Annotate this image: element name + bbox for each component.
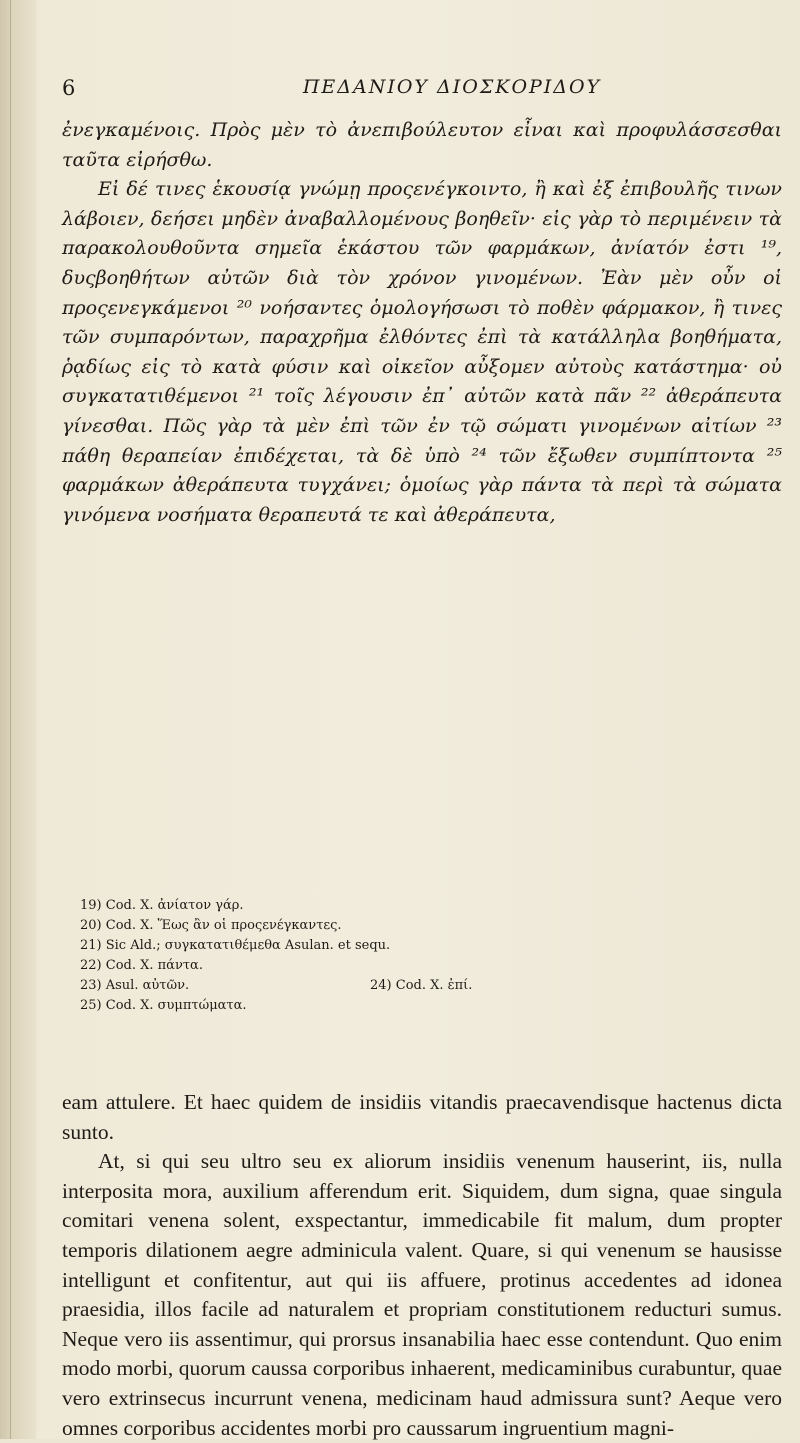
footnote-23: 23) Asul. αὐτῶν. bbox=[80, 978, 190, 993]
latin-text-block bbox=[62, 1088, 782, 1443]
page-number: 6 bbox=[62, 76, 76, 100]
footnote-19: 19) Cod. X. ἀνίατον γάρ. bbox=[80, 898, 244, 913]
greek-paragraph-1: ἐνεγκαμένοις. Πρὸς μὲν τὸ ἀνεπιβούλευτον εἶναι καὶ προφυλάσσεσθαι ταῦτα εἰρήσθω. bbox=[62, 119, 782, 171]
running-title: ΠΕΔΑΝΙΟΥ ΔΙΟΣΚΟΡΙΔΟΥ bbox=[302, 76, 602, 98]
footnote-25: 25) Cod. X. συμπτώματα. bbox=[80, 998, 247, 1013]
latin-paragraph-2: At, si qui seu ultro seu ex aliorum insidiis venenum hauserint, iis, nulla interposita mora, auxilium afferendum erit. Siquidem, dum signa, quae singula comitari venena solent, exspectantur, immedicabile fit malum, dum propter temporis dilationem aegre adminicula valent. Quare, si qui venenum se hausisse intelligunt et confitentur, aut qui iis affuere, protinus accedentes ad idonea praesidia, illos facile ad naturalem et propriam constitutionem reducturi sumus. Neque vero iis assentimur, qui prorsus insanabilia haec esse contendunt. Quo enim modo morbi, quorum caussa corporibus inhaerent, medicaminibus curabuntur, quae vero extrinsecus incurrunt venena, medicinam haud admissura sunt? Aeque vero omnes corporibus accidentes morbi pro caussarum ingruentium magni- bbox=[62, 1149, 782, 1440]
footnote-24: 24) Cod. X. ἐπί. bbox=[370, 978, 473, 993]
binding-rule bbox=[10, 0, 11, 1439]
footnote-22: 22) Cod. X. πάντα. bbox=[80, 958, 203, 973]
greek-text-block bbox=[62, 116, 782, 530]
footnote-21: 21) Sic Ald.; συγκατατιθέμεθα Asulan. et sequ. bbox=[80, 938, 391, 953]
footnote-row bbox=[80, 976, 780, 996]
page-header bbox=[62, 76, 782, 102]
latin-paragraph-1: eam attulere. Et haec quidem de insidiis vitandis praecavendisque hactenus dicta sunto. bbox=[62, 1090, 782, 1144]
footnote-20: 20) Cod. X. Ἕως ἂν οἱ προςενέγκαντες. bbox=[80, 918, 342, 933]
greek-paragraph-2: Εἰ δέ τινες ἑκουσίᾳ γνώμῃ προςενέγκοιντο, ἢ καὶ ἐξ ἐπιβουλῆς τινων λάβοιεν, δεήσει μηδὲν ἀναβαλλομένους βοηθεῖν· εἰς γὰρ τὸ περιμένειν τὰ παρακολουθοῦντα σημεῖα ἑκάστου τῶν φαρμάκων, ἀνίατόν ἐστι ¹⁹, δυςβοηθήτων αὐτῶν διὰ τὸν χρόνον γινομένων. Ἐὰν μὲν οὖν οἱ προςενεγκάμενοι ²⁰ νοήσαντες ὁμολογήσωσι τὸ ποθὲν φάρμακον, ἢ τινες τῶν συμπαρόντων, παραχρῆμα ἐλθόντες ἐπὶ τὰ κατάλληλα βοηθήματα, ῥᾳδίως εἰς τὸ κατὰ φύσιν καὶ οἰκεῖον αὖξομεν αὐτοὺς κατάστημα· οὐ συγκατατιθέμενοι ²¹ τοῖς λέγουσιν ἐπ᾽ αὐτῶν κατὰ πᾶν ²² ἀθεράπευτα γίνεσθαι. Πῶς γὰρ τὰ μὲν ἐπὶ τῶν ἐν τῷ σώματι γινομένων αἰτίων ²³ πάθη θεραπείαν ἐπιδέχεται, τὰ δὲ ὑπὸ ²⁴ τῶν ἔξωθεν συμπίπτοντα ²⁵ φαρμάκων ἀθεράπευτα τυγχάνει; ὁμοίως γὰρ πάντα τὰ περὶ τὰ σώματα γινόμενα νοσήματα θεραπευτά τε καὶ ἀθεράπευτα, bbox=[62, 178, 782, 526]
page-binding-edge bbox=[0, 0, 36, 1439]
footnotes bbox=[80, 896, 780, 1016]
